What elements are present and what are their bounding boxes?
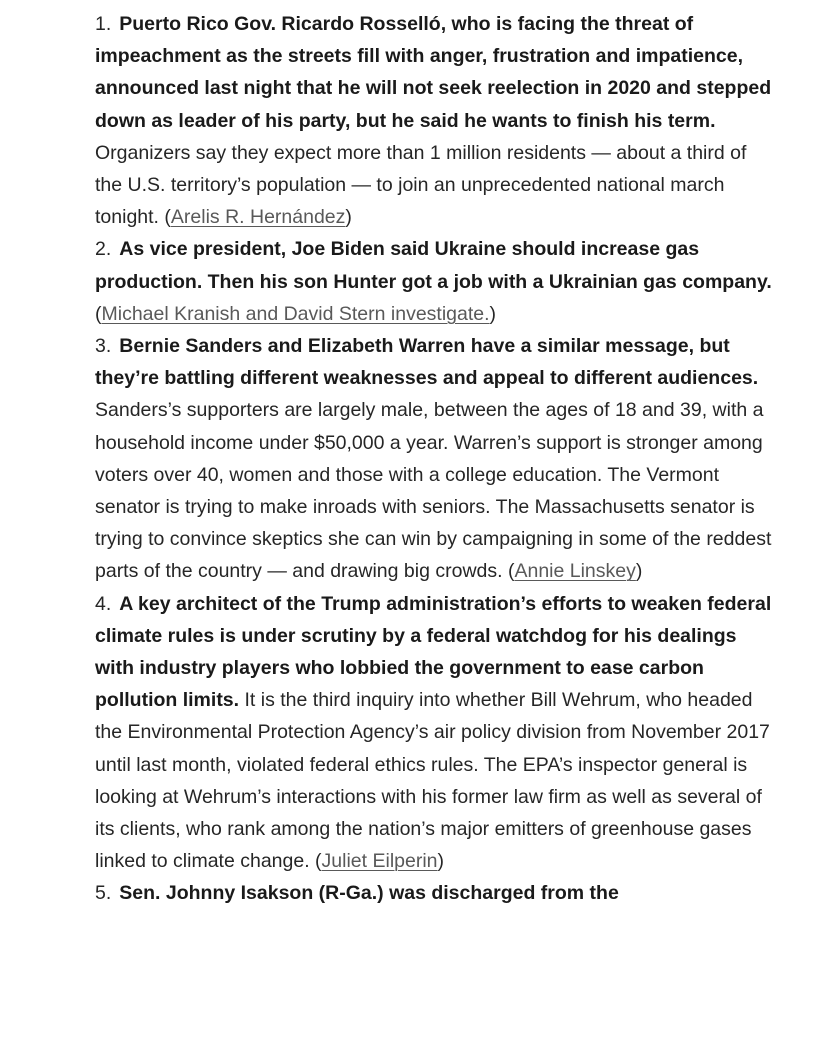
item-body: It is the third inquiry into whether Bill Wehrum, who headed the Environmental Protection Agency’s air policy division from November 2017 until last month, violated federal ethics rules. The EPA’s inspector general is looking at Wehrum’s interactions with his former law firm as well as several of its clients, who rank among the nation’s major emitters of greenhouse gases linked to climate change. bbox=[95, 689, 770, 873]
item-headline: As vice president, Joe Biden said Ukraine should increase gas production. Then his son Hunter got a job with a Ukrainian gas company. bbox=[95, 238, 772, 293]
author-link[interactable]: Michael Kranish and David Stern investigate. bbox=[101, 302, 490, 325]
list-item bbox=[95, 233, 775, 330]
item-body: Organizers say they expect more than 1 million residents — about a third of the U.S. territory’s population — to join an unprecedented national march tonight. bbox=[95, 141, 747, 229]
item-number: 5. bbox=[95, 882, 112, 905]
item-number: 4. bbox=[95, 592, 112, 615]
list-item bbox=[95, 8, 775, 233]
author-link[interactable]: Arelis R. Hernández bbox=[170, 206, 346, 229]
item-headline: Bernie Sanders and Elizabeth Warren have a similar message, but they’re battling different weaknesses and appeal to different audiences. bbox=[95, 335, 759, 390]
item-headline: Sen. Johnny Isakson (R-Ga.) was discharged from the bbox=[119, 882, 619, 905]
open-paren: ( bbox=[164, 206, 171, 229]
close-paren: ) bbox=[489, 302, 497, 325]
item-number: 1. bbox=[95, 13, 112, 35]
list-item bbox=[95, 877, 775, 909]
close-paren: ) bbox=[437, 850, 445, 873]
close-paren: ) bbox=[345, 206, 352, 229]
item-headline: Puerto Rico Gov. Ricardo Rosselló, who is facing the threat of impeachment as the streets fill with anger, frustration and impatience, announced last night that he will not seek reelection in 2020 and stepped down as leader of his party, but he said he wants to finish his term. bbox=[95, 13, 772, 132]
open-paren: ( bbox=[507, 560, 515, 583]
list-item bbox=[95, 330, 775, 588]
item-body: Sanders’s supporters are largely male, between the ages of 18 and 39, with a household income under $50,000 a year. Warren’s support is stronger among voters over 40, women and those with a college education. The Vermont senator is trying to make inroads with seniors. The Massachusetts senator is trying to convince skeptics she can win by campaigning in some of the reddest parts of the country — and drawing big crowds. bbox=[95, 399, 772, 583]
news-list bbox=[95, 8, 775, 910]
item-number: 2. bbox=[95, 238, 112, 261]
list-item bbox=[95, 588, 775, 878]
open-paren: ( bbox=[315, 850, 322, 873]
item-number: 3. bbox=[95, 335, 112, 358]
author-link[interactable]: Juliet Eilperin bbox=[321, 850, 438, 873]
author-link[interactable]: Annie Linskey bbox=[514, 560, 636, 583]
open-paren: ( bbox=[95, 302, 102, 325]
close-paren: ) bbox=[635, 560, 643, 583]
item-headline: A key architect of the Trump administration’s efforts to weaken federal climate rules is under scrutiny by a federal watchdog for his dealings with industry players who lobbied the government to ease carbon pollution limits. bbox=[95, 592, 772, 712]
